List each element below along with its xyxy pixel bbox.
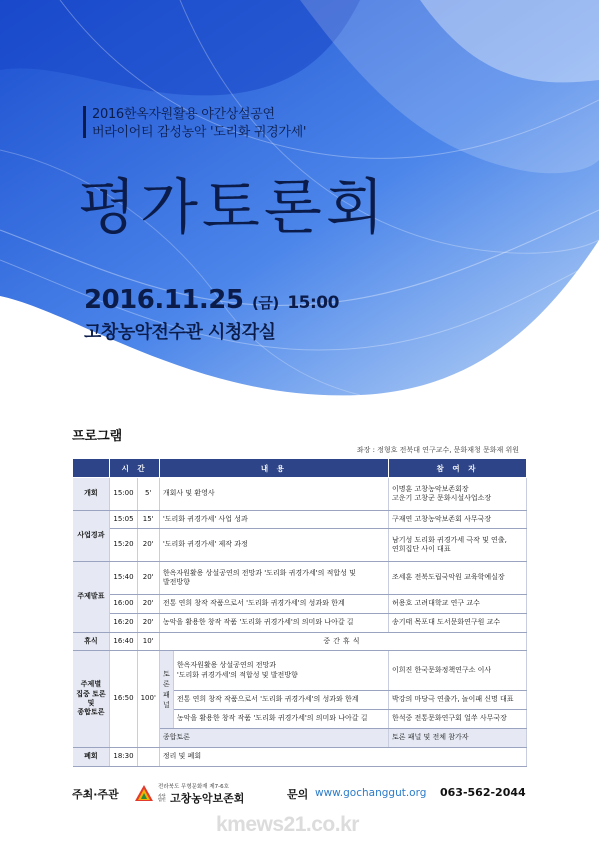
start-time: 15:05 — [110, 511, 137, 529]
content-cell: 한옥자원활용 상설공연의 전망과 '도리화 귀경가세'의 적합성 및 발전방향 — [173, 651, 388, 691]
org-tag: 사단법인 — [158, 793, 166, 802]
header-participants: 참 여 자 — [389, 459, 527, 478]
date-main: 2016.11.25 — [84, 285, 244, 315]
date-time: 15:00 — [287, 293, 339, 313]
org-designation: 전라북도 무형문화재 제7-6호 — [158, 784, 229, 790]
table-row — [73, 529, 527, 562]
program-heading: 프로그램 — [72, 429, 123, 444]
table-row — [73, 562, 527, 595]
start-time: 16:20 — [110, 614, 137, 633]
start-time: 16:40 — [110, 633, 137, 651]
table-row — [73, 614, 527, 633]
content-cell: 전통 연희 창작 작품으로서 '도리화 귀경가세'의 성과와 한계 — [159, 595, 388, 614]
org-name — [158, 790, 244, 806]
content-cell: 정리 및 폐회 — [159, 748, 526, 767]
duration: 10' — [137, 633, 159, 651]
host-label: 주최·주관 — [72, 788, 119, 801]
start-time: 16:50 — [110, 651, 137, 748]
duration: 20' — [137, 595, 159, 614]
hero-banner — [0, 0, 599, 405]
content-cell: 전통 연희 창작 작품으로서 '도리화 귀경가세'의 성과와 한계 — [173, 691, 388, 710]
table-header-row — [73, 459, 527, 478]
panel-label: 토 론 패 널 — [159, 651, 173, 729]
participant-cell: 이희진 한국문화정책연구소 이사 — [389, 651, 527, 691]
duration: 20' — [137, 614, 159, 633]
section-cell: 사업경과 — [73, 511, 110, 562]
duration: 15' — [137, 511, 159, 529]
start-time: 18:30 — [110, 748, 137, 767]
inquiry-label: 문의 — [287, 788, 309, 801]
table-row — [73, 633, 527, 651]
start-time: 16:00 — [110, 595, 137, 614]
event-venue: 고창농악전수관 시청각실 — [84, 322, 276, 343]
content-cell: 농악을 활용한 창작 작품 '도리화 귀경가세'의 의미와 나아갈 길 — [173, 710, 388, 729]
participant-cell: 송기태 목포대 도서문화연구원 교수 — [389, 614, 527, 633]
table-row — [73, 595, 527, 614]
subtitle-line-1: 2016한옥자원활용 야간상설공연 — [92, 107, 275, 122]
header-time: 시 간 — [110, 459, 159, 478]
phone-number: 063-562-2044 — [440, 786, 526, 799]
date-day: (금) — [252, 294, 279, 312]
table-row — [73, 651, 527, 691]
table-row — [73, 478, 527, 511]
start-time: 15:20 — [110, 529, 137, 562]
subtitle-bar — [83, 106, 86, 138]
participant-cell: 남기성 도리화 귀경가세 극작 및 연출, 연희집단 사이 대표 — [389, 529, 527, 562]
participant-cell: 조세훈 전북도립국악원 교육학예실장 — [389, 562, 527, 595]
content-cell: 개회사 및 환영사 — [159, 478, 388, 511]
content-cell: '도리화 귀경가세' 제작 과정 — [159, 529, 388, 562]
page-title: 평가토론회 — [78, 173, 388, 243]
break-cell: 중간휴식 — [159, 633, 526, 651]
header-content: 내 용 — [159, 459, 388, 478]
participant-cell: 구재연 고창농악보존회 사무국장 — [389, 511, 527, 529]
content-cell: 종합토론 — [159, 729, 388, 748]
section-cell: 개회 — [73, 478, 110, 511]
duration: 20' — [137, 562, 159, 595]
website-link[interactable]: www.gochanggut.org — [315, 787, 427, 799]
start-time: 15:00 — [110, 478, 137, 511]
content-cell: 농악을 활용한 창작 작품 '도리화 귀경가세'의 의미와 나아갈 길 — [159, 614, 388, 633]
subtitle-line-2: 버라이어티 감성농악 '도리화 귀경가세' — [92, 125, 307, 140]
content-cell: 한옥자원활용 상설공연의 전망과 '도리화 귀경가세'의 적합성 및 발전방향 — [159, 562, 388, 595]
section-cell: 주제발표 — [73, 562, 110, 633]
watermark: kmews21.co.kr — [216, 813, 359, 836]
section-cell: 주제별 집중 토론 및 종합토론 — [73, 651, 110, 748]
table-row — [73, 748, 527, 767]
event-date — [84, 285, 339, 315]
participant-cell: 허용호 고려대학교 연구 교수 — [389, 595, 527, 614]
start-time: 15:40 — [110, 562, 137, 595]
section-cell: 휴식 — [73, 633, 110, 651]
section-cell: 폐회 — [73, 748, 110, 767]
footer — [72, 778, 542, 808]
duration: 100' — [137, 651, 159, 748]
participant-cell: 박강의 마당극 연출가, 놀이패 신명 대표 — [389, 691, 527, 710]
participant-cell: 토론 패널 및 전체 참가자 — [389, 729, 527, 748]
participant-cell: 이명훈 고창농악보존회장 고운기 고창군 문화시설사업소장 — [389, 478, 527, 511]
org-logo-icon — [134, 784, 154, 802]
participant-cell: 한석중 전통문화연구회 얼쑤 사무국장 — [389, 710, 527, 729]
duration: 5' — [137, 478, 159, 511]
content-cell: '도리화 귀경가세' 사업 성과 — [159, 511, 388, 529]
chair-info: 좌장 : 정형호 전북대 연구교수, 문화재청 문화재 위원 — [356, 446, 519, 454]
org-name-text: 고창농악보존회 — [170, 792, 245, 805]
table-row — [73, 511, 527, 529]
duration: 20' — [137, 529, 159, 562]
program-table — [72, 458, 527, 767]
